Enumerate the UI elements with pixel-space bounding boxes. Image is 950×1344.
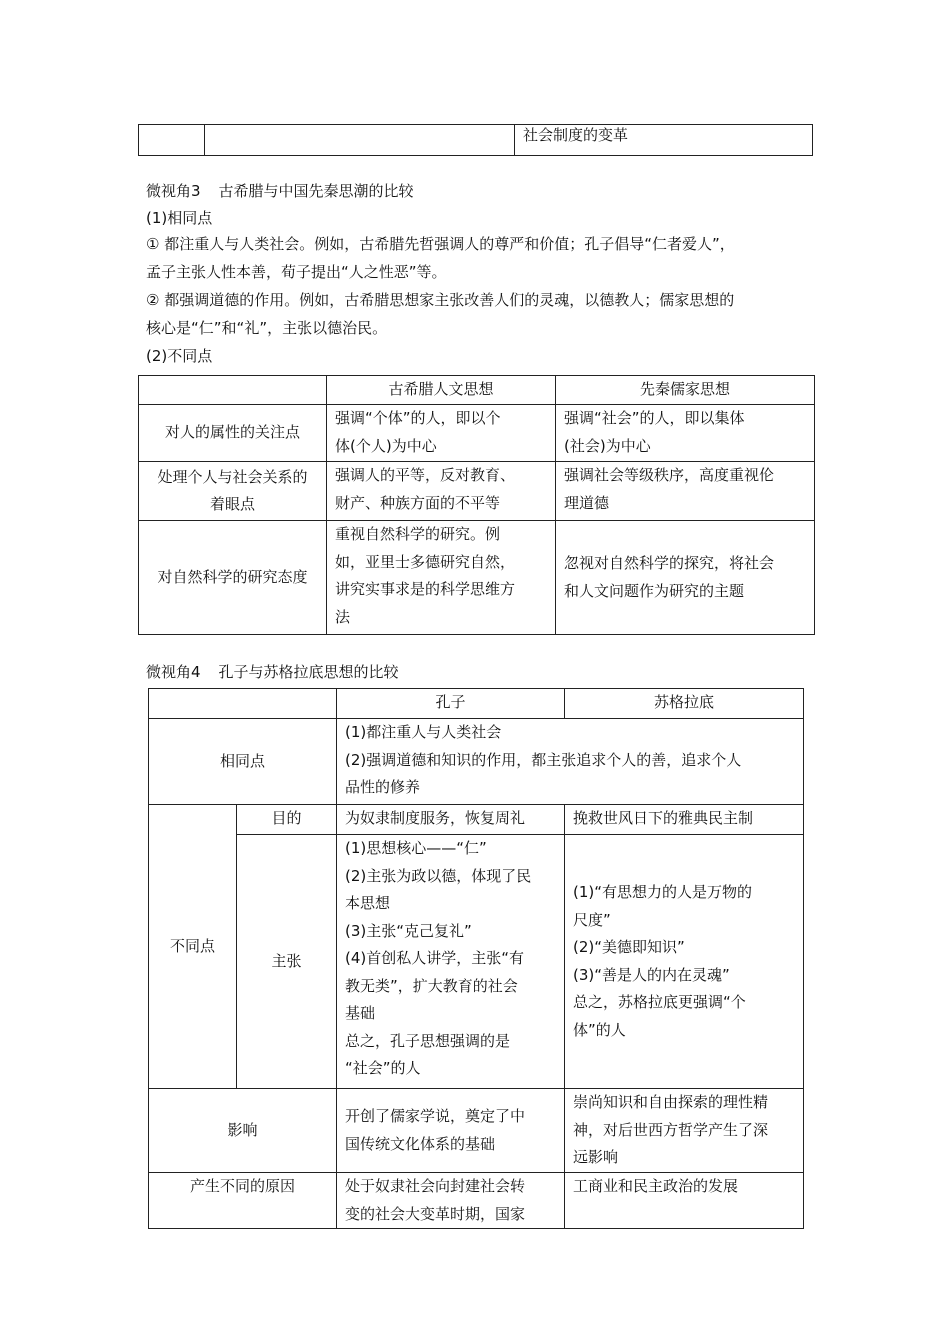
cell-line: 本思想 (345, 894, 391, 912)
section3-title-label: 微视角3 (146, 182, 201, 200)
confucius-claim (337, 835, 565, 1089)
cell-line: (社会)为中心 (564, 436, 651, 455)
cell-line: 法 (335, 607, 351, 626)
header-empty (139, 376, 327, 405)
row-label-reason: 产生不同的原因 (149, 1173, 337, 1229)
section3-point2 (146, 287, 734, 342)
point2-line2: 核心是“仁”和“礼”，主张以德治民。 (146, 318, 388, 337)
cell-line: 强调社会等级秩序，高度重视伦 (564, 466, 775, 484)
section4-title (146, 661, 399, 683)
section3-sub2: (2)不同点 (146, 347, 213, 365)
cell-line: (2)“美德即知识” (573, 938, 685, 956)
section4-title-text: 孔子与苏格拉底思想的比较 (218, 663, 399, 681)
same-points (337, 719, 804, 805)
cell-line: (2)强调道德和知识的作用，都主张追求个人的善，追求个人 (345, 750, 742, 769)
cell-line: 强调人的平等，反对教育、 (335, 466, 516, 484)
header-greek: 古希腊人文思想 (327, 376, 556, 405)
cell-line: 处理个人与社会关系的 (157, 467, 308, 486)
cell-line: 变的社会大变革时期，国家 (345, 1204, 526, 1223)
section4-title-label: 微视角4 (146, 663, 201, 681)
cell-line: 理道德 (564, 493, 610, 512)
header-socrates: 苏格拉底 (565, 689, 804, 719)
greek-science (327, 521, 556, 635)
top-cell-empty-2 (205, 125, 515, 156)
qin-science (556, 521, 815, 635)
cell-line: 开创了儒家学说，奠定了中 (345, 1107, 526, 1125)
cell-line: 国传统文化体系的基础 (345, 1134, 496, 1153)
cell-line: 讲究实事求是的科学思维方 (335, 580, 516, 598)
point1-line2: 孟子主张人性本善，荀子提出“人之性恶”等。 (146, 262, 447, 281)
cell-line: (4)首创私人讲学，主张“有 (345, 949, 525, 967)
cell-line: 着眼点 (209, 495, 255, 513)
point2-line1: ② 都强调道德的作用。例如，古希腊思想家主张改善人们的灵魂，以德教人；儒家思想的 (146, 291, 735, 309)
cell-line: 如，亚里士多德研究自然， (335, 552, 516, 571)
cell-line: “社会”的人 (345, 1059, 421, 1077)
cell-line: 财产、种族方面的不平等 (335, 493, 501, 512)
cell-line: 远影响 (573, 1148, 619, 1166)
cell-line: 总之，孔子思想强调的是 (345, 1031, 511, 1050)
cell-line: (3)主张“克己复礼” (345, 921, 472, 940)
header-confucius: 孔子 (337, 689, 565, 719)
socrates-influence (565, 1089, 804, 1173)
header-qin: 先秦儒家思想 (556, 376, 815, 405)
socrates-claim (565, 835, 804, 1089)
row-label-diff: 不同点 (149, 805, 237, 1089)
cell-line: 和人文问题作为研究的主题 (564, 581, 745, 600)
row-label-same: 相同点 (149, 719, 337, 805)
point1-line1: ① 都注重人与人类社会。例如，古希腊先哲强调人的尊严和价值；孔子倡导“仁者爱人”， (146, 235, 735, 253)
comparison-table-greek-qin (138, 375, 815, 635)
section3-title-text: 古希腊与中国先秦思潮的比较 (218, 182, 414, 200)
section3-title (146, 180, 414, 202)
cell-line: 品性的修养 (345, 778, 421, 796)
socrates-reason: 工商业和民主政治的发展 (565, 1173, 804, 1229)
row-label-purpose: 目的 (237, 805, 337, 835)
cell-line: 崇尚知识和自由探索的理性精 (573, 1093, 769, 1111)
cell-line: 教无类”，扩大教育的社会 (345, 976, 518, 995)
comparison-table-confucius-socrates (148, 688, 804, 1229)
cell-line: 神，对后世西方哲学产生了深 (573, 1120, 769, 1139)
cell-line: (2)主张为政以德，体现了民 (345, 866, 532, 885)
section3-point1 (146, 231, 735, 286)
cell-line: 强调“社会”的人，即以集体 (564, 409, 745, 427)
cell-line: 体(个人)为中心 (335, 436, 437, 455)
row-label-influence: 影响 (149, 1089, 337, 1173)
top-partial-table (138, 124, 813, 156)
cell-line: 处于奴隶社会向封建社会转 (345, 1177, 526, 1195)
qin-relation (556, 462, 815, 521)
cell-line: 体”的人 (573, 1020, 626, 1039)
cell-line: 忽视对自然科学的探究，将社会 (564, 554, 775, 572)
row-label-science: 对自然科学的研究态度 (139, 521, 327, 635)
socrates-purpose: 挽救世风日下的雅典民主制 (565, 805, 804, 835)
confucius-purpose: 为奴隶制度服务，恢复周礼 (337, 805, 565, 835)
cell-line: 尺度” (573, 910, 611, 929)
cell-line: 基础 (345, 1004, 376, 1022)
cell-line: (1)都注重人与人类社会 (345, 723, 502, 741)
cell-line: 重视自然科学的研究。例 (335, 525, 501, 543)
cell-line: (1)思想核心——“仁” (345, 839, 487, 857)
section3-sub1: (1)相同点 (146, 209, 213, 227)
greek-relation (327, 462, 556, 521)
cell-line: (1)“有思想力的人是万物的 (573, 883, 753, 901)
row-label-relation (139, 462, 327, 521)
top-cell-social-change: 社会制度的变革 (515, 125, 813, 156)
top-cell-empty-1 (139, 125, 205, 156)
cell-line: (3)“善是人的内在灵魂” (573, 965, 730, 984)
cell-line: 强调“个体”的人，即以个 (335, 409, 501, 427)
cell-line: 总之，苏格拉底更强调“个 (573, 993, 746, 1011)
row-label-attention: 对人的属性的关注点 (139, 405, 327, 462)
row-label-claim: 主张 (237, 835, 337, 1089)
confucius-reason (337, 1173, 565, 1229)
confucius-influence (337, 1089, 565, 1173)
greek-attention (327, 405, 556, 462)
header-empty (149, 689, 337, 719)
qin-attention (556, 405, 815, 462)
